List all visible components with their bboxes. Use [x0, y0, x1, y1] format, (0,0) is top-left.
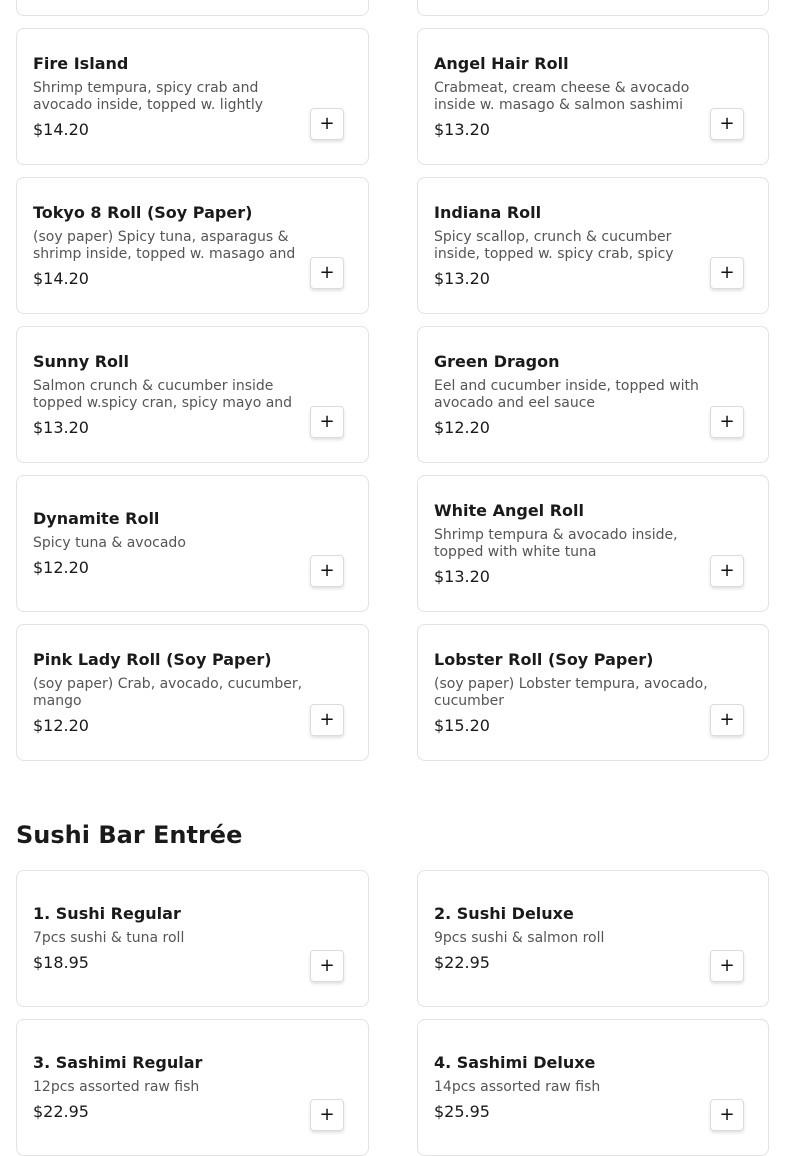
menu-item-card[interactable]	[16, 177, 369, 314]
menu-item-card[interactable]	[16, 624, 369, 761]
menu-item-description: 9pcs sushi & salmon roll	[434, 930, 605, 946]
menu-item-name: Tokyo 8 Roll (Soy Paper)	[33, 202, 253, 222]
add-item-button[interactable]: +	[310, 704, 344, 736]
menu-item-price: $12.20	[434, 417, 490, 437]
menu-item-description: Spicy tuna & avocado	[33, 535, 186, 551]
menu-item-name: Indiana Roll	[434, 202, 542, 222]
menu-item-description: Crabmeat, cream cheese & avocado inside w. masago & salmon sashimi	[434, 79, 690, 113]
add-item-button[interactable]: +	[710, 555, 744, 587]
menu-item-card[interactable]	[16, 28, 369, 165]
menu-item-name: Sunny Roll	[33, 351, 129, 371]
menu-item-price: $15.20	[434, 715, 490, 735]
menu-item-name: Lobster Roll (Soy Paper)	[434, 649, 654, 669]
menu-item-price: $13.20	[33, 417, 89, 437]
menu-item-card[interactable]	[16, 475, 369, 612]
menu-item-description: Shrimp tempura, spicy crab and avocado inside, topped w. lightly	[33, 79, 264, 113]
menu-item-name: 3. Sashimi Regular	[33, 1053, 203, 1072]
add-item-button[interactable]: +	[710, 108, 744, 140]
menu-item-description: Salmon crunch & cucumber inside topped w.spicy cran, spicy mayo and	[33, 377, 293, 411]
menu-item-card[interactable]	[417, 624, 769, 761]
add-item-button[interactable]: +	[310, 555, 344, 587]
menu-item-name: Green Dragon	[434, 351, 560, 371]
menu-item-description: (soy paper) Crab, avocado, cucumber, mango	[33, 675, 303, 709]
menu-item-name: Fire Island	[33, 53, 129, 73]
menu-item-description: 12pcs assorted raw fish	[33, 1079, 200, 1095]
add-item-button[interactable]: +	[310, 108, 344, 140]
add-item-button[interactable]: +	[310, 950, 344, 982]
menu-item-name: 2. Sushi Deluxe	[434, 904, 574, 923]
menu-item-card[interactable]	[16, 1019, 369, 1156]
menu-item-card[interactable]	[417, 326, 769, 463]
add-item-button[interactable]: +	[710, 704, 744, 736]
add-item-button[interactable]: +	[710, 1099, 744, 1131]
menu-item-price: $18.95	[33, 953, 89, 972]
section-title: Sushi Bar Entrée	[16, 821, 243, 849]
menu-item-name: Angel Hair Roll	[434, 53, 569, 73]
menu-item-card-partial[interactable]	[16, 0, 369, 16]
menu-item-card-partial[interactable]	[417, 0, 769, 16]
menu-item-name: 4. Sashimi Deluxe	[434, 1053, 596, 1072]
menu-item-description: 14pcs assorted raw fish	[434, 1079, 601, 1095]
menu-item-price: $12.20	[33, 558, 89, 577]
add-item-button[interactable]: +	[310, 257, 344, 289]
menu-item-description: Eel and cucumber inside, topped with avocado and eel sauce	[434, 377, 699, 411]
menu-item-description: Shrimp tempura & avocado inside, topped with white tuna	[434, 526, 678, 560]
add-item-button[interactable]: +	[310, 406, 344, 438]
add-item-button[interactable]: +	[710, 950, 744, 982]
menu-item-price: $22.95	[434, 953, 490, 972]
menu-item-card[interactable]	[417, 475, 769, 612]
menu-item-name: Dynamite Roll	[33, 509, 160, 528]
menu-item-description: (soy paper) Spicy tuna, asparagus & shrimp inside, topped w. masago and	[33, 228, 296, 262]
menu-item-description: 7pcs sushi & tuna roll	[33, 930, 185, 946]
menu-item-card[interactable]	[16, 870, 369, 1007]
menu-item-price: $22.95	[33, 1102, 89, 1121]
menu-item-card[interactable]	[417, 870, 769, 1007]
menu-item-price: $25.95	[434, 1102, 490, 1121]
menu-item-description: (soy paper) Lobster tempura, avocado, cucumber	[434, 675, 708, 709]
menu-item-price: $12.20	[33, 715, 89, 735]
add-item-button[interactable]: +	[710, 406, 744, 438]
menu-item-description: Spicy scallop, crunch & cucumber inside, topped w. spicy crab, spicy	[434, 228, 674, 262]
menu-item-card[interactable]	[417, 177, 769, 314]
add-item-button[interactable]: +	[710, 257, 744, 289]
add-item-button[interactable]: +	[310, 1099, 344, 1131]
menu-item-price: $14.20	[33, 119, 89, 139]
menu-item-card[interactable]	[417, 1019, 769, 1156]
menu-item-price: $13.20	[434, 566, 490, 586]
menu-item-price: $13.20	[434, 119, 490, 139]
menu-item-name: White Angel Roll	[434, 500, 585, 520]
menu-item-card[interactable]	[417, 28, 769, 165]
menu-item-price: $13.20	[434, 268, 490, 288]
menu-item-name: Pink Lady Roll (Soy Paper)	[33, 649, 272, 669]
menu-item-name: 1. Sushi Regular	[33, 904, 181, 923]
menu-item-price: $14.20	[33, 268, 89, 288]
menu-item-card[interactable]	[16, 326, 369, 463]
